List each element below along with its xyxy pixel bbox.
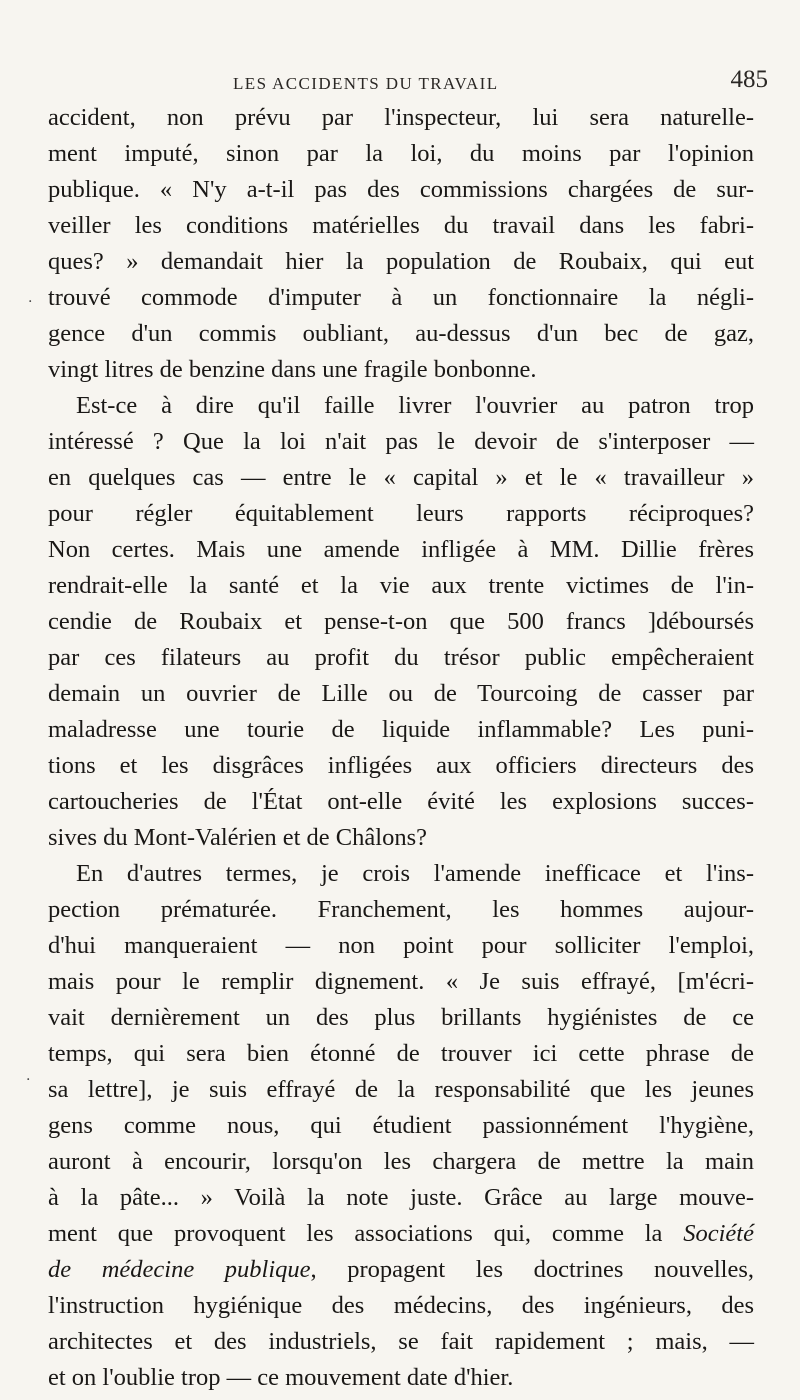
text-line: architectes et des industriels, se fait rapidement ; mais, — <box>48 1328 754 1355</box>
text-line: En d'autres termes, je crois l'amende inefficace et l'ins- <box>76 860 754 887</box>
margin-dot: . <box>28 290 33 306</box>
text-line: cartoucheries de l'État ont-elle évité les explosions succes- <box>48 788 754 815</box>
text-line: ment imputé, sinon par la loi, du moins par l'opinion <box>48 140 754 167</box>
italic-fragment: de médecine publique <box>48 1256 311 1283</box>
text-line: pour régler équitablement leurs rapports réciproques? <box>48 500 754 527</box>
text-fragment: , propagent les doctrines nouvelles, <box>310 1256 754 1283</box>
text-line: gens comme nous, qui étudient passionnément l'hygiène, <box>48 1112 754 1139</box>
text-line: ques? » demandait hier la population de Roubaix, qui eut <box>48 248 754 275</box>
page-number: 485 <box>730 66 768 93</box>
text-line: sa lettre], je suis effrayé de la responsabilité que les jeunes <box>48 1076 754 1103</box>
text-fragment: ment que provoquent les associations qui, comme la <box>48 1220 663 1247</box>
text-line: vait dernièrement un des plus brillants hygiénistes de ce <box>48 1004 754 1031</box>
text-line: veiller les conditions matérielles du travail dans les fabri- <box>48 212 754 239</box>
text-line: à la pâte... » Voilà la note juste. Grâce au large mouve- <box>48 1184 754 1211</box>
text-line-with-italic <box>48 1216 754 1252</box>
running-head <box>48 62 768 102</box>
text-line-with-italic <box>48 1252 754 1288</box>
text-line: intéressé ? Que la loi n'ait pas le devoir de s'interposer — <box>48 428 754 455</box>
body-text <box>48 100 754 1396</box>
text-line: auront à encourir, lorsqu'on les chargera de mettre la main <box>48 1148 754 1175</box>
text-line: pection prématurée. Franchement, les hommes aujour- <box>48 896 754 923</box>
text-line: rendrait-elle la santé et la vie aux trente victimes de l'in- <box>48 572 754 599</box>
text-line: trouvé commode d'imputer à un fonctionnaire la négli- <box>48 284 754 311</box>
text-line: publique. « N'y a-t-il pas des commissions chargées de sur- <box>48 176 754 203</box>
text-line: maladresse une tourie de liquide inflammable? Les puni- <box>48 716 754 743</box>
text-line: sives du Mont-Valérien et de Châlons? <box>48 824 427 851</box>
text-line: Non certes. Mais une amende infligée à MM. Dillie frères <box>48 536 754 563</box>
text-line: vingt litres de benzine dans une fragile bonbonne. <box>48 356 537 383</box>
text-line: en quelques cas — entre le « capital » et le « travailleur » <box>48 464 754 491</box>
text-line: tions et les disgrâces infligées aux officiers directeurs des <box>48 752 754 779</box>
text-line: l'instruction hygiénique des médecins, des ingénieurs, des <box>48 1292 754 1319</box>
text-line: gence d'un commis oubliant, au-dessus d'un bec de gaz, <box>48 320 754 347</box>
margin-dot: . <box>26 1068 31 1084</box>
text-line: cendie de Roubaix et pense-t-on que 500 francs ]déboursés <box>48 608 754 635</box>
text-line: accident, non prévu par l'inspecteur, lui sera naturelle- <box>48 104 754 131</box>
text-line: demain un ouvrier de Lille ou de Tourcoing de casser par <box>48 680 754 707</box>
text-line: temps, qui sera bien étonné de trouver ici cette phrase de <box>48 1040 754 1067</box>
text-line: Est-ce à dire qu'il faille livrer l'ouvrier au patron trop <box>76 392 754 419</box>
italic-fragment: Société <box>683 1220 754 1247</box>
text-line: mais pour le remplir dignement. « Je suis effrayé, [m'écri- <box>48 968 754 995</box>
running-title: LES ACCIDENTS DU TRAVAIL <box>233 74 499 93</box>
text-line: et on l'oublie trop — ce mouvement date d'hier. <box>48 1364 514 1391</box>
text-line: d'hui manqueraient — non point pour solliciter l'emploi, <box>48 932 754 959</box>
text-line: par ces filateurs au profit du trésor public empêcheraient <box>48 644 754 671</box>
